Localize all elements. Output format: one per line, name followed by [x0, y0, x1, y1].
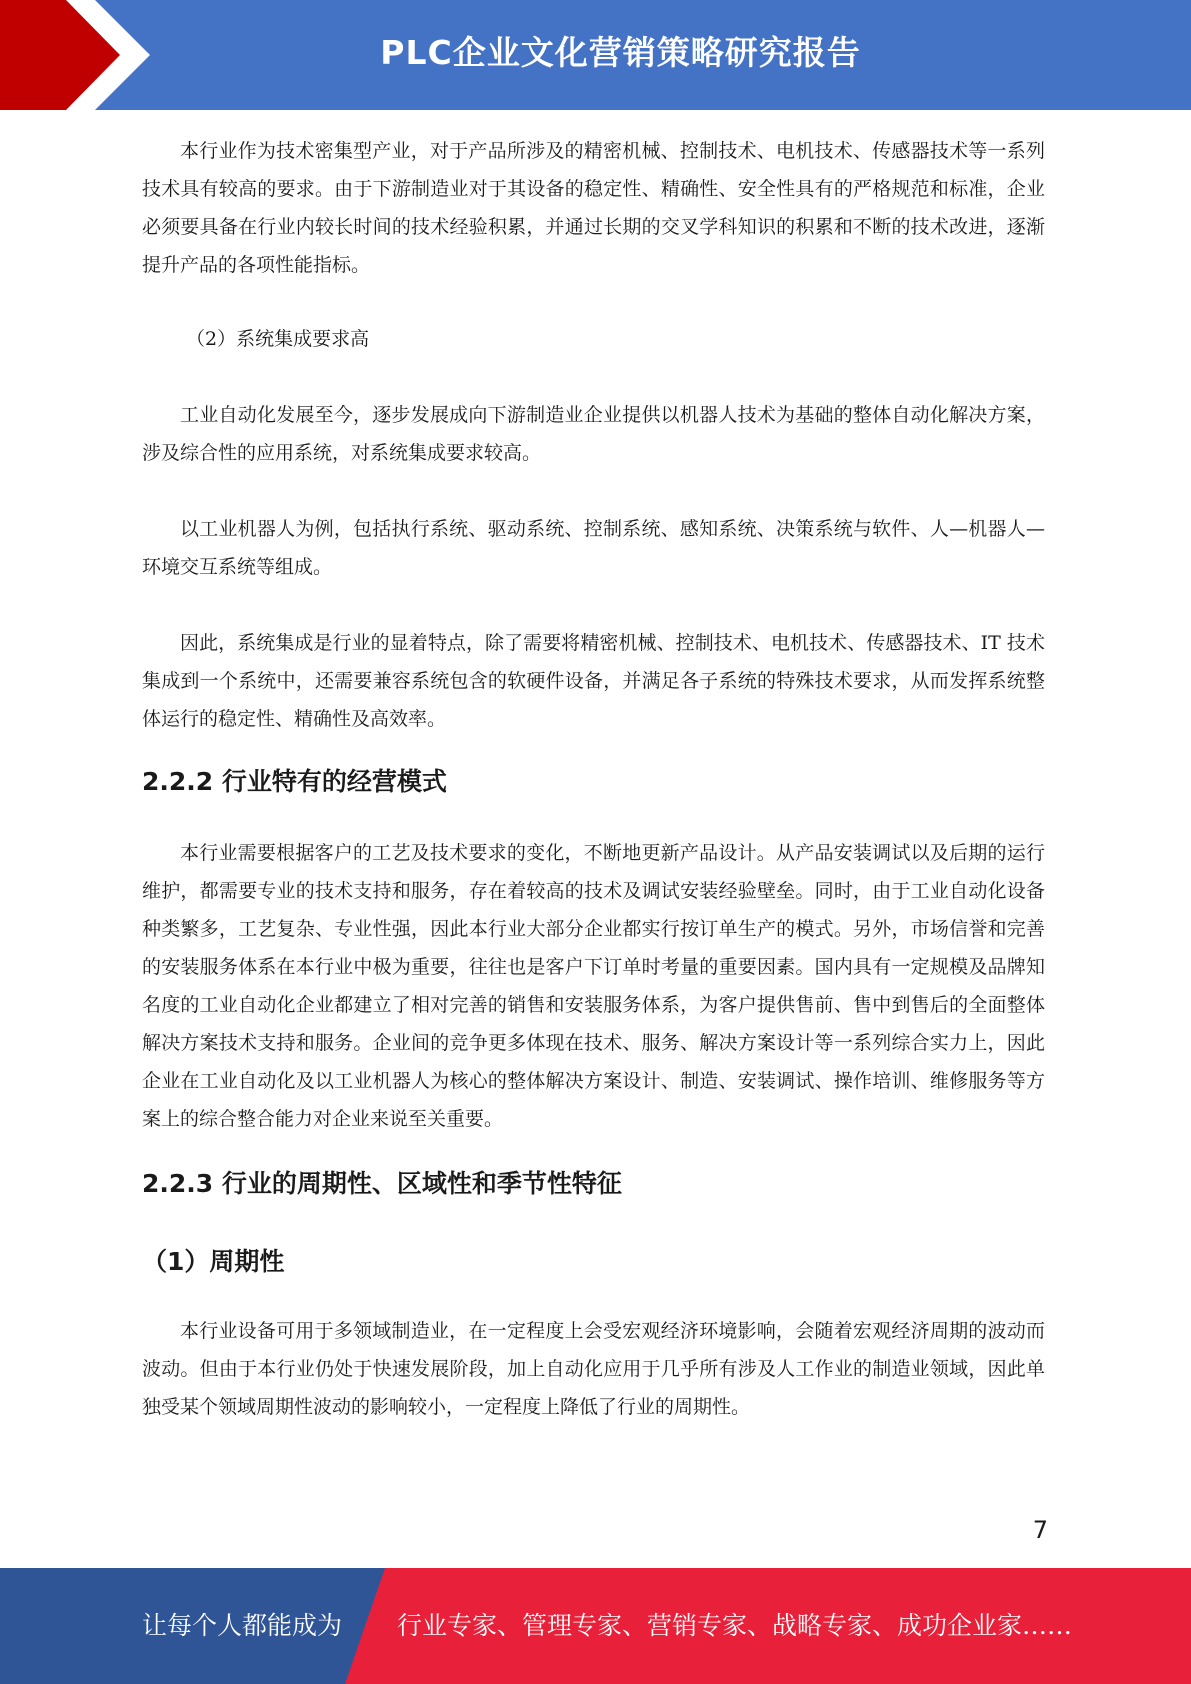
report-title: PLC企业文化营销策略研究报告 [380, 33, 861, 72]
footer-slogan-right: 行业专家、管理专家、营销专家、战略专家、成功企业家…… [397, 1611, 1073, 1640]
paragraph-tech-requirements: 本行业作为技术密集型产业，对于产品所涉及的精密机械、控制技术、电机技术、传感器技术等一系列技术具有较高的要求。由于下游制造业对于其设备的稳定性、精确性、安全性具有的严格规范和标准，企业必须要具备在行业内较长时间的技术经验积累，并通过长期的交叉学科知识的积累和不断的技术改进，逐渐提升产品的各项性能指标。 [142, 140, 1045, 276]
document-body [142, 132, 1045, 1426]
section-heading-2-2-3: 2.2.3 行业的周期性、区域性和季节性特征 [142, 1169, 622, 1198]
page-footer [0, 1568, 1191, 1684]
subsection-heading-cyclicality: （1）周期性 [142, 1247, 285, 1276]
paragraph-automation-development: 工业自动化发展至今，逐步发展成向下游制造业企业提供以机器人技术为基础的整体自动化解决方案，涉及综合性的应用系统，对系统集成要求较高。 [142, 404, 1045, 464]
section-heading-2-2-2: 2.2.2 行业特有的经营模式 [142, 767, 447, 796]
page-number: 7 [1032, 1516, 1048, 1544]
paragraph-industrial-robot-example: 以工业机器人为例，包括执行系统、驱动系统、控制系统、感知系统、决策系统与软件、人—机器人—环境交互系统等组成。 [142, 518, 1045, 578]
subheading-system-integration: （2）系统集成要求高 [186, 328, 370, 350]
page-header [0, 0, 1191, 110]
paragraph-system-integration-feature: 因此，系统集成是行业的显着特点，除了需要将精密机械、控制技术、电机技术、传感器技术、IT 技术集成到一个系统中，还需要兼容系统包含的软硬件设备，并满足各子系统的特殊技术要求，从而发挥系统整体运行的稳定性、精确性及高效率。 [142, 632, 1045, 730]
paragraph-business-model: 本行业需要根据客户的工艺及技术要求的变化，不断地更新产品设计。从产品安装调试以及后期的运行维护，都需要专业的技术支持和服务，存在着较高的技术及调试安装经验壁垒。同时，由于工业自动化设备种类繁多，工艺复杂、专业性强，因此本行业大部分企业都实行按订单生产的模式。另外，市场信誉和完善的安装服务体系在本行业中极为重要，往往也是客户下订单时考量的重要因素。国内具有一定规模及品牌知名度的工业自动化企业都建立了相对完善的销售和安装服务体系，为客户提供售前、售中到售后的全面整体解决方案技术支持和服务。企业间的竞争更多体现在技术、服务、解决方案设计等一系列综合实力上，因此企业在工业自动化及以工业机器人为核心的整体解决方案设计、制造、安装调试、操作培训、维修服务等方案上的综合整合能力对企业来说至关重要。 [142, 842, 1045, 1130]
header-arrow-decoration [0, 0, 160, 110]
footer-slogan-left: 让每个人都能成为 [142, 1611, 343, 1640]
paragraph-cyclicality: 本行业设备可用于多领域制造业，在一定程度上会受宏观经济环境影响，会随着宏观经济周期的波动而波动。但由于本行业仍处于快速发展阶段，加上自动化应用于几乎所有涉及人工作业的制造业领域，因此单独受某个领域周期性波动的影响较小，一定程度上降低了行业的周期性。 [142, 1320, 1045, 1418]
